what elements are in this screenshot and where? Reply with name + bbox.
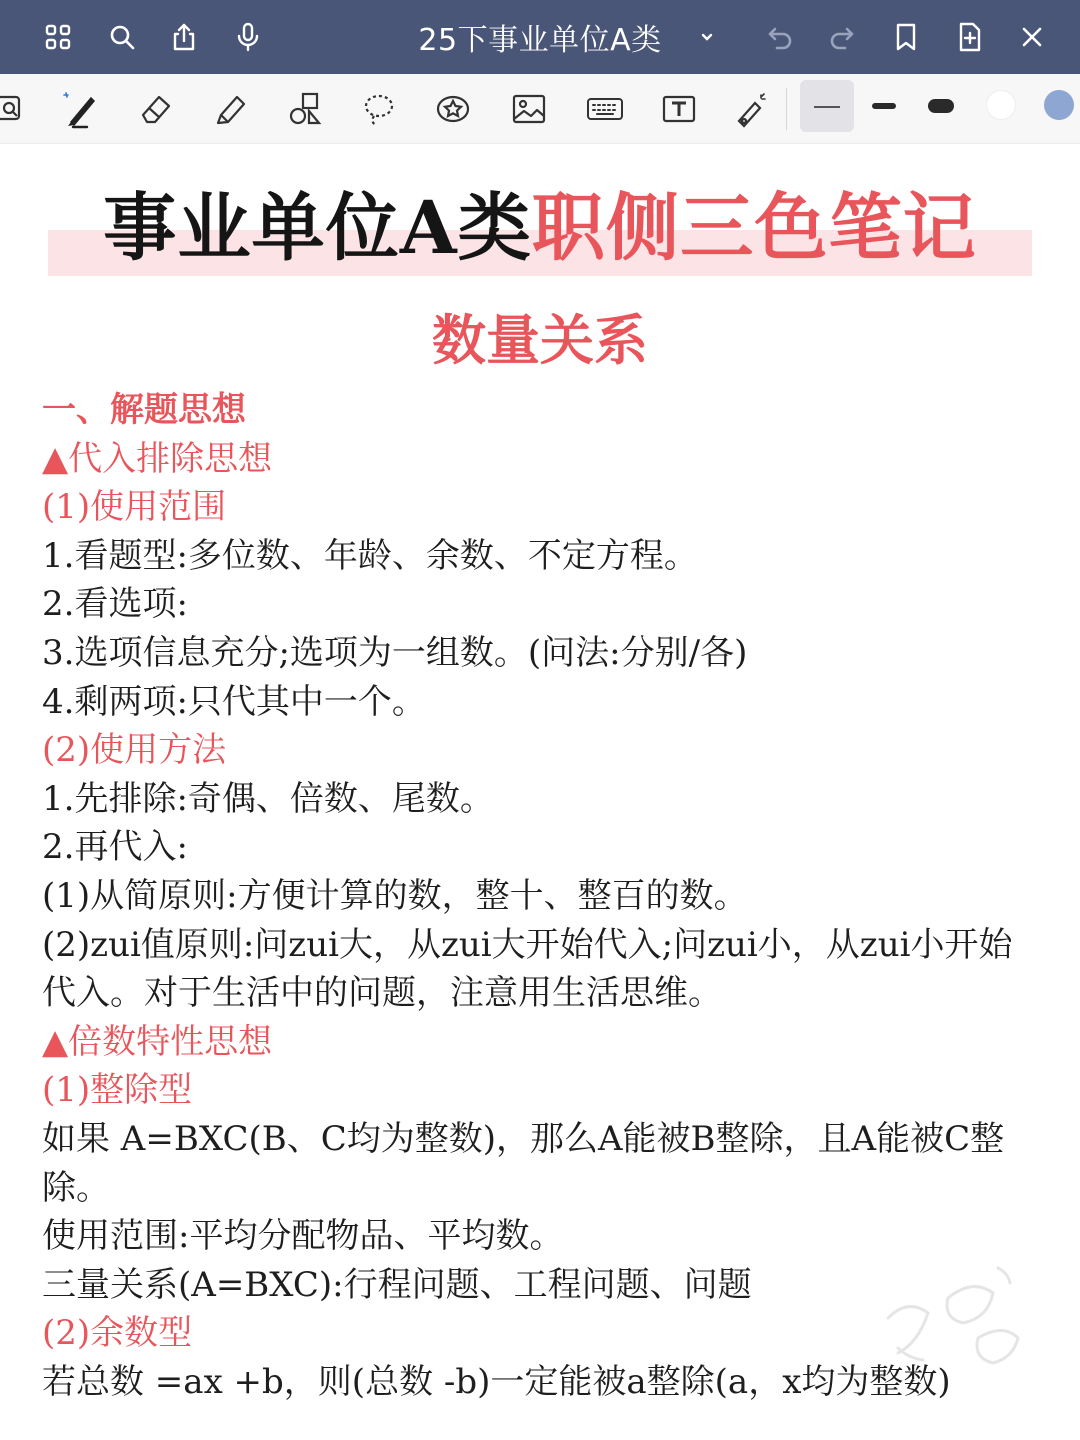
search-icon[interactable]	[98, 13, 146, 61]
stroke-width-thick[interactable]	[928, 99, 954, 113]
document-title[interactable]	[360, 0, 720, 74]
highlighter-icon[interactable]	[206, 84, 256, 134]
note-line: 如果 A=BXC(B、C均为整数)，那么A能被B整除，且A能被C整	[42, 1118, 1005, 1159]
note-line: 1.先排除:奇偶、倍数、尾数。	[42, 778, 494, 819]
note-line: 除。	[42, 1167, 110, 1208]
redo-icon[interactable]	[818, 13, 866, 61]
note-line: (2)余数型	[42, 1313, 193, 1354]
note-line: 2.看选项:	[42, 584, 188, 625]
note-line: 3.选项信息充分;选项为一组数。(问法:分别/各)	[42, 632, 748, 673]
zoom-lens-icon[interactable]	[0, 84, 36, 134]
note-line: 1.看题型:多位数、年龄、余数、不定方程。	[42, 535, 698, 576]
color-swatch-white[interactable]	[986, 90, 1016, 120]
laser-pointer-icon[interactable]	[726, 84, 776, 134]
keyboard-icon[interactable]	[580, 84, 630, 134]
sticker-icon[interactable]	[428, 84, 478, 134]
add-page-icon[interactable]	[946, 13, 994, 61]
shapes-icon[interactable]	[280, 84, 330, 134]
toolbar-divider	[786, 88, 787, 130]
drawing-toolbar	[0, 74, 1080, 144]
title-bar	[0, 0, 1080, 74]
note-line: (1)整除型	[42, 1070, 193, 1111]
chevron-down-icon[interactable]	[694, 24, 720, 50]
note-line: 三量关系(A=BXC):行程问题、工程问题、问题	[42, 1264, 752, 1305]
note-line: 若总数 =ax +b，则(总数 -b)一定能被a整除(a，x均为整数)	[42, 1361, 951, 1402]
grid-icon[interactable]	[34, 13, 82, 61]
note-title-black: 事业单位A类	[103, 185, 532, 271]
note-line: (1)从简原则:方便计算的数，整十、整百的数。	[42, 875, 748, 916]
lasso-icon[interactable]	[354, 84, 404, 134]
note-line: 4.剩两项:只代其中一个。	[42, 681, 426, 722]
note-line: 使用范围:平均分配物品、平均数。	[42, 1216, 564, 1257]
note-title	[0, 180, 1080, 276]
undo-icon[interactable]	[756, 13, 804, 61]
stroke-width-medium[interactable]	[872, 103, 896, 109]
note-body	[42, 386, 1042, 1406]
text-box-icon[interactable]	[654, 84, 704, 134]
close-icon[interactable]	[1008, 13, 1056, 61]
watermark-logo	[868, 1258, 1038, 1388]
pen-icon[interactable]	[54, 84, 104, 134]
microphone-icon[interactable]	[224, 13, 272, 61]
stroke-width-thin[interactable]	[814, 106, 840, 108]
eraser-icon[interactable]	[130, 84, 180, 134]
note-line: 代入。对于生活中的问题，注意用生活思维。	[42, 973, 722, 1014]
note-line: 2.再代入:	[42, 827, 188, 868]
note-line: ▲代入排除思想	[42, 438, 273, 479]
image-icon[interactable]	[504, 84, 554, 134]
share-icon[interactable]	[160, 13, 208, 61]
color-swatch-blue[interactable]	[1044, 90, 1074, 120]
note-line: 一、解题思想	[42, 390, 246, 430]
note-subtitle: 数量关系	[432, 308, 648, 372]
note-line: ▲倍数特性思想	[42, 1021, 273, 1062]
bookmark-icon[interactable]	[882, 13, 930, 61]
document-title-text: 25下事业单位A类	[418, 23, 662, 58]
note-title-red: 职侧三色笔记	[531, 185, 977, 271]
note-line: (1)使用范围	[42, 487, 227, 528]
note-line: (2)使用方法	[42, 730, 227, 771]
note-line: (2)zui值原则:问zui大，从zui大开始代入;问zui小，从zui小开始	[42, 924, 1013, 965]
